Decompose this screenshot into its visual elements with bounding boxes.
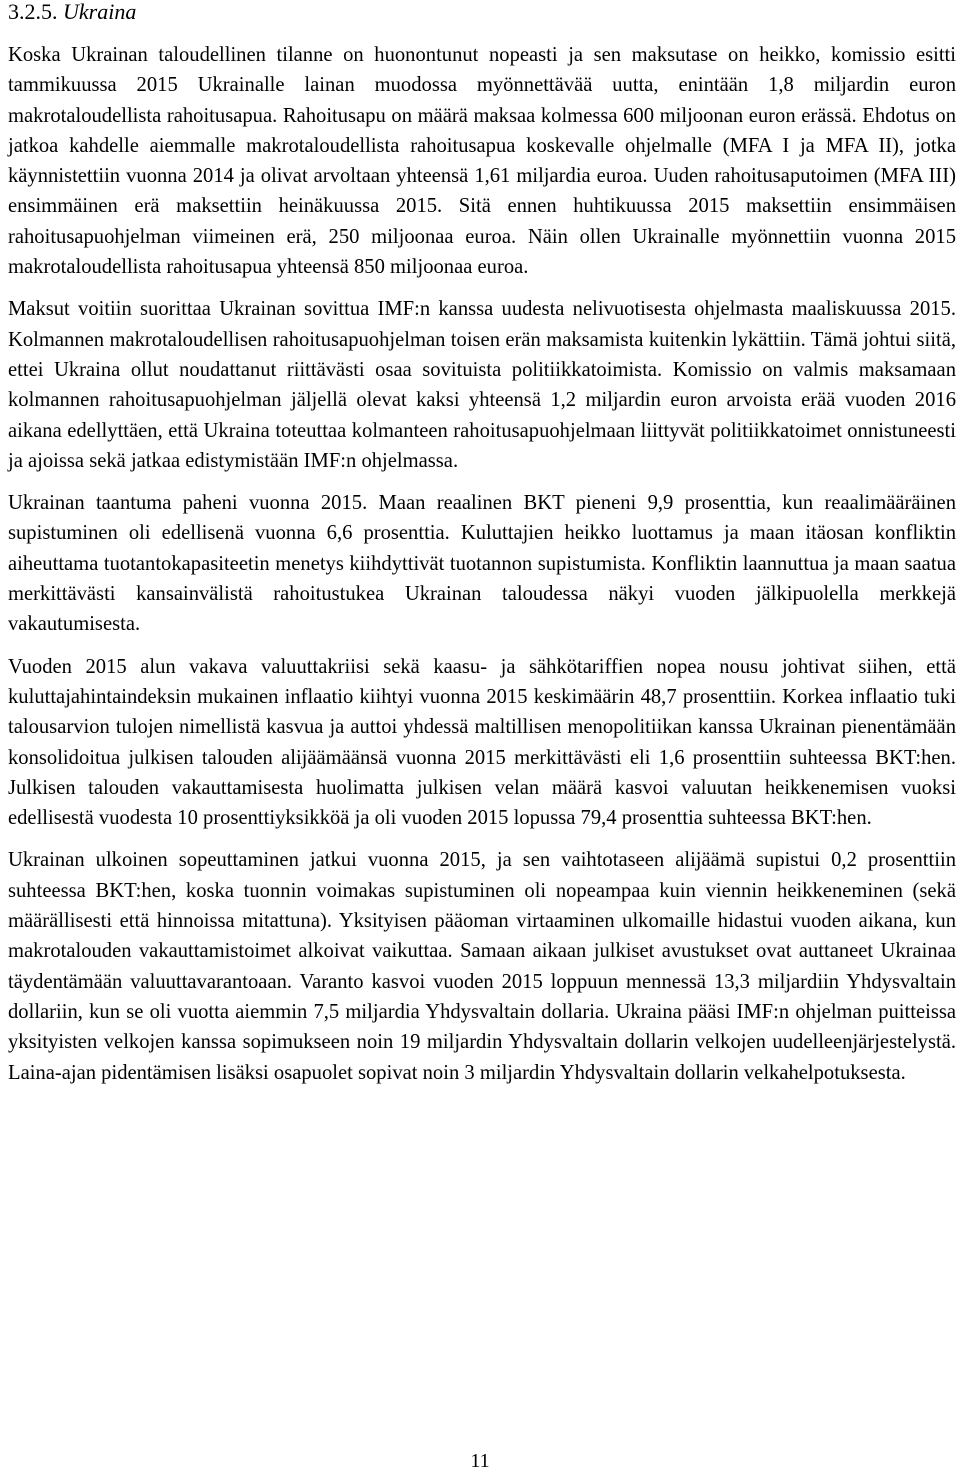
paragraph-external-adjustment: Ukrainan ulkoinen sopeuttaminen jatkui vuonna 2015, ja sen vaihtotaseen alijäämä supistui 0,2 prosenttiin suhteessa BKT:hen, koska tuonnin voimakas supistuminen oli nopeampaa kuin viennin heikkeneminen (sekä määrällisesti että hinnoissa mitattuna). Yksityisen pääoman virtaaminen ulkomaille hidastui vuoden aikana, kun makrotalouden vakauttamistoimet alkoivat vaikuttaa. Samaan aikaan julkiset avustukset ovat auttaneet Ukrainaa täydentämään valuuttavarantoaan. Varanto kasvoi vuoden 2015 loppuun mennessä 13,3 miljardiin Yhdysvaltain dollariin, kun se oli vuotta aiemmin 7,5 miljardia Yhdysvaltain dollaria. Ukraina pääsi IMF:n ohjelman puitteissa yksityisten velkojen kanssa sopimukseen noin 19 miljardin Yhdysvaltain dollarin velkojen uudelleenjärjestelystä. Laina-ajan pidentämisen lisäksi osapuolet sopivat noin 3 miljardin Yhdysvaltain dollarin velkahelpotuksesta. bbox=[8, 849, 956, 1084]
paragraph-inflation: Vuoden 2015 alun vakava valuuttakriisi sekä kaasu- ja sähkötariffien nopea nousu johtivat siihen, että kuluttajahintaindeksin mukainen inflaatio kiihtyi vuonna 2015 keskimäärin 48,7 prosenttiin. Korkea inflaatio tuki talousarvion tulojen nimellistä kasvua ja auttoi yhdessä maltillisen menopolitiikan kanssa Ukrainan pienentämään konsolidoitua julkisen talouden alijäämäänsä vuonna 2015 merkittävästi eli 1,6 prosenttiin suhteessa BKT:hen. Julkisen talouden vakauttamisesta huolimatta julkisen velan määrä kasvoi valuutan heikkenemisen vuoksi edellisestä vuodesta 10 prosenttiyksikköä ja oli vuoden 2015 lopussa 79,4 prosenttia suhteessa BKT:hen. bbox=[8, 655, 956, 830]
paragraph-payments: Maksut voitiin suorittaa Ukrainan sovittua IMF:n kanssa uudesta nelivuotisesta ohjelmasta maaliskuussa 2015. Kolmannen makrotaloudellisen rahoitusapuohjelman toisen erän maksamista kuitenkin lykättiin. Tämä johtui siitä, ettei Ukraina ollut noudattanut riittävästi osaa sovituista politiikkatoimista. Komissio on valmis maksamaan kolmannen rahoitusapuohjelman jäljellä olevat kaksi yhteensä 1,2 miljardin euron arvoista erää vuoden 2016 aikana edellyttäen, että Ukraina toteuttaa kolmanteen rahoitusapuohjelmaan liittyvät politiikkatoimet onnistuneesti ja ajoissa sekä jatkaa edistymistään IMF:n ohjelmassa. bbox=[8, 298, 956, 472]
document-page bbox=[8, 0, 956, 1100]
section-title: Ukraina bbox=[63, 0, 137, 24]
section-number: 3.2.5. bbox=[8, 0, 58, 24]
paragraph-recession: Ukrainan taantuma paheni vuonna 2015. Maan reaalinen BKT pieneni 9,9 prosenttia, kun reaalimääräinen supistuminen oli edellisenä vuonna 6,6 prosenttia. Kuluttajien heikko luottamus ja maan itäosan konfliktin aiheuttama tuotantokapasiteetin menetys kiihdyttivät tuotannon supistumista. Konfliktin laannuttua ja maan saatua merkittävästi kansainvälistä rahoitustukea Ukrainan taloudessa näkyi vuoden jälkipuolella merkkejä vakautumisesta. bbox=[8, 492, 956, 636]
page-number: 11 bbox=[470, 1450, 490, 1472]
section-heading bbox=[8, 0, 956, 24]
paragraph-mfa: Koska Ukrainan taloudellinen tilanne on huonontunut nopeasti ja sen maksutase on heikko, komissio esitti tammikuussa 2015 Ukrainalle lainan muodossa myönnettävää uutta, enintään 1,8 miljardin euron makrotaloudellista rahoitusapua. Rahoitusapu on määrä maksaa kolmessa 600 miljoonan euron erässä. Ehdotus on jatkoa kahdelle aiemmalle makrotaloudellista rahoitusapua koskevalle ohjelmalle (MFA I ja MFA II), jotka käynnistettiin vuonna 2014 ja olivat arvoltaan yhteensä 1,61 miljardia euroa. Uuden rahoitusaputoimen (MFA III) ensimmäinen erä maksettiin heinäkuussa 2015. Sitä ennen huhtikuussa 2015 maksettiin ensimmäisen rahoitusapuohjelman viimeinen erä, 250 miljoonaa euroa. Näin ollen Ukrainalle myönnettiin vuonna 2015 makrotaloudellista rahoitusapua yhteensä 850 miljoonaa euroa. bbox=[8, 44, 956, 279]
